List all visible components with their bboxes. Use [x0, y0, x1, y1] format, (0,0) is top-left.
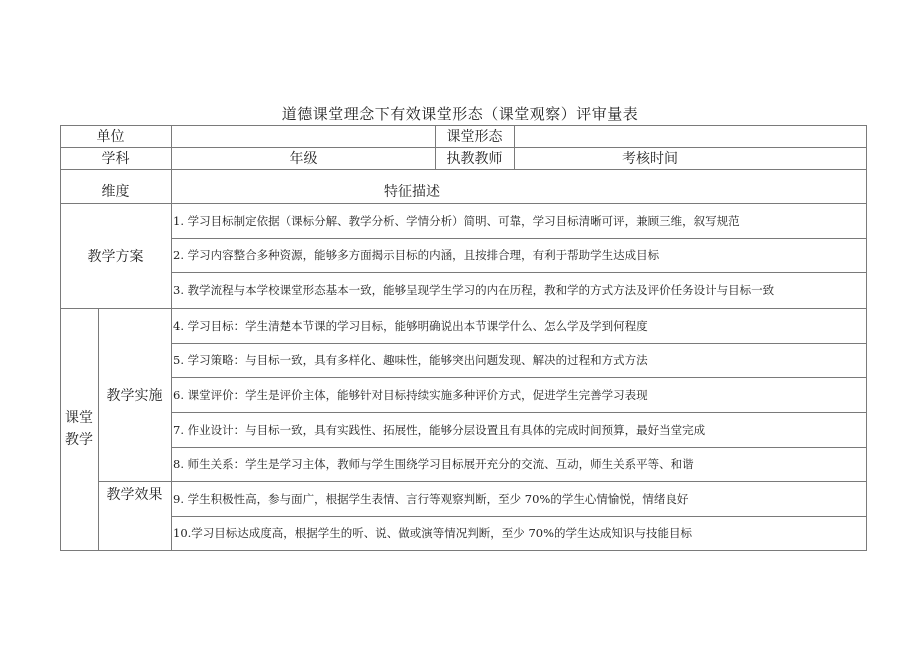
group-classroom-teaching: 课堂教学: [65, 410, 93, 448]
form-value[interactable]: [515, 125, 866, 147]
table-border-right: [866, 125, 867, 551]
criterion-row: 2. 学习内容整合多种资源，能够多方面揭示目标的内涵，且按排合理，有利于帮助学生达成目标: [173, 248, 660, 262]
table-border-bottom: [60, 550, 867, 551]
criterion-row: 7. 作业设计：与目标一致，具有实践性、拓展性，能够分层设置且有具体的完成时间预算，最好当堂完成: [173, 422, 706, 437]
description-header: 特征描述: [384, 184, 440, 200]
time-label: 考核时间: [622, 151, 678, 167]
criterion-row: 10.学习目标达成度高，根据学生的听、说、做或演等情况判断，至少 70%的学生达成知识与技能目标: [173, 526, 692, 540]
document-title: 道德课堂理念下有效课堂形态（课堂观察）评审量表: [281, 105, 639, 123]
criterion-row: 5. 学习策略：与目标一致，具有多样化、趣味性，能够突出问题发现、解决的过程和方式方法: [173, 353, 648, 367]
subject-label: 学科: [101, 151, 130, 167]
criterion-row: 6. 课堂评价：学生是评价主体，能够针对目标持续实施多种评价方式，促进学生完善学习表现: [173, 387, 648, 402]
group-teaching-effect: 教学效果: [106, 487, 163, 503]
grade-label: 年级: [289, 151, 318, 167]
unit-label: 单位: [96, 129, 125, 145]
unit-value[interactable]: [172, 125, 435, 147]
criterion-row: 9. 学生积极性高，参与面广，根据学生表情、言行等观察判断，至少 70%的学生心情愉悦，情绪良好: [173, 491, 689, 506]
dimension-header: 维度: [101, 184, 130, 200]
criterion-row: 8. 师生关系：学生是学习主体，教师与学生围绕学习目标展开充分的交流、互动，师生关系平等、和谐: [173, 457, 694, 471]
group-teaching-implementation: 教学实施: [106, 387, 163, 404]
criterion-row: 4. 学习目标：学生清楚本节课的学习目标，能够明确说出本节课学什么、怎么学及学到何程度: [173, 318, 648, 333]
row-divider: [60, 169, 867, 170]
criterion-row: 1. 学习目标制定依据（课标分解、教学分析、学情分析）简明、可靠，学习目标清晰可评，兼顾三维，叙写规范: [173, 213, 740, 228]
teacher-label: 执教教师: [446, 151, 503, 167]
form-label: 课堂形态: [446, 129, 503, 145]
criterion-row: 3. 教学流程与本学校课堂形态基本一致，能够呈现学生学习的内在历程，教和学的方式方法及评价任务设计与目标一致: [173, 283, 775, 297]
group-teaching-plan: 教学方案: [87, 248, 144, 265]
